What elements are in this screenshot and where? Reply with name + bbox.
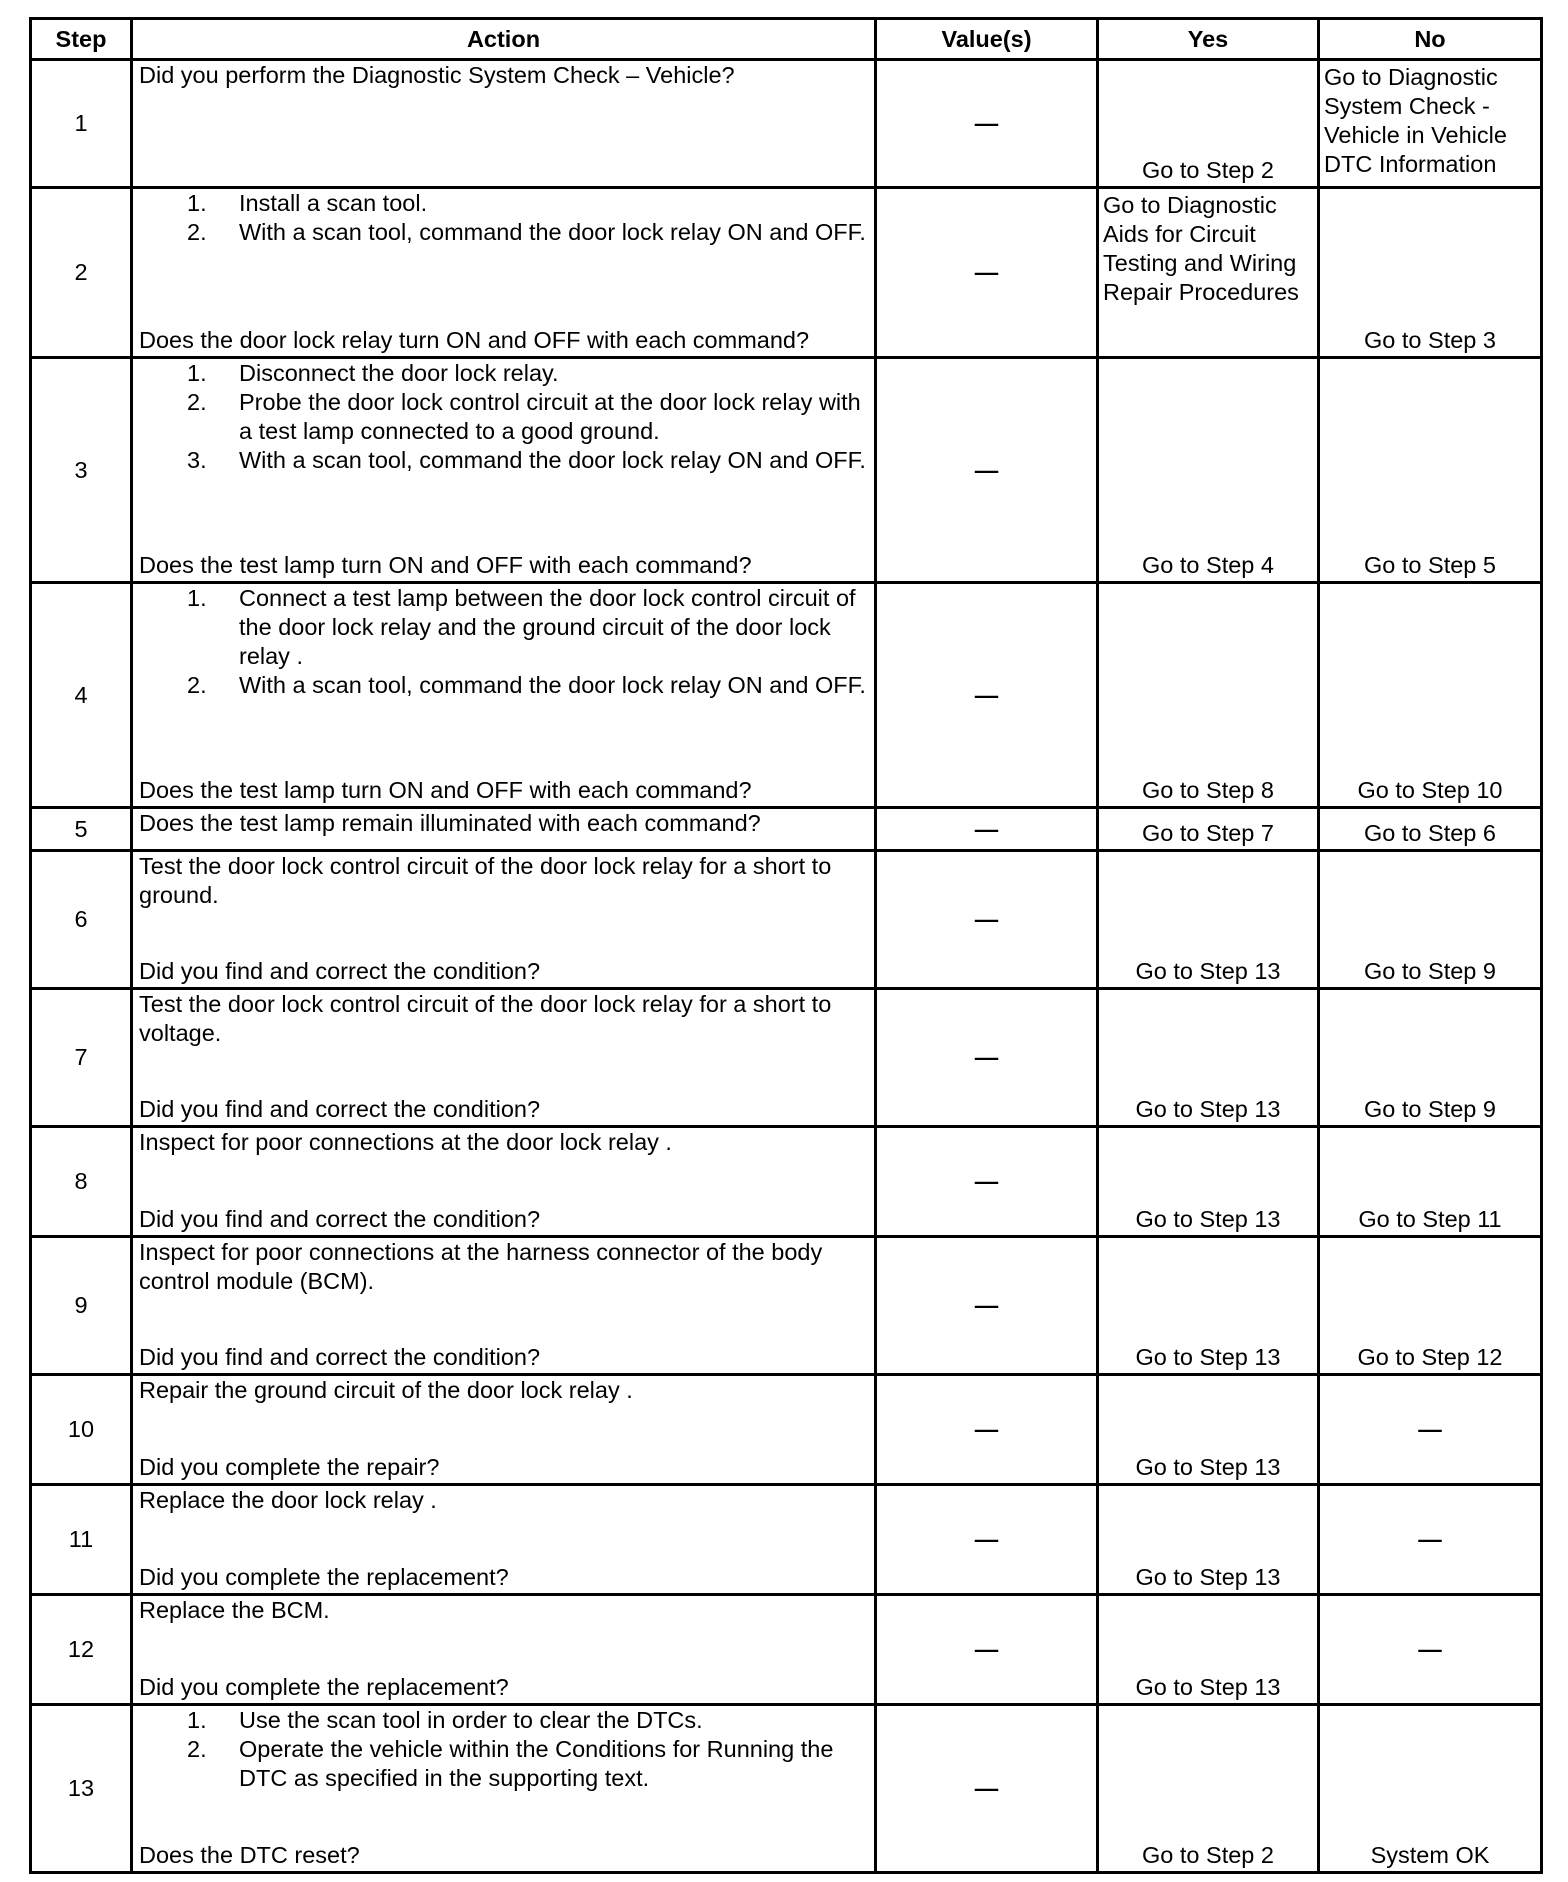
value-cell: — [876, 808, 1098, 851]
action-text: Replace the BCM. [139, 1597, 330, 1623]
action-question: Does the test lamp turn ON and OFF with each command? [139, 552, 752, 578]
procedure-step-text: Operate the vehicle within the Conditions for Running the DTC as specified in the supporting text. [239, 1736, 834, 1791]
value-cell: — [876, 1595, 1098, 1705]
table-body [31, 60, 1542, 1873]
action-cell [132, 1485, 876, 1595]
table-row [31, 1705, 1542, 1873]
header-step: Step [31, 19, 132, 60]
procedure-step-text: Disconnect the door lock relay. [239, 360, 559, 386]
procedure-step-number: 3. [187, 447, 207, 473]
procedure-step-text: With a scan tool, command the door lock relay ON and OFF. [239, 219, 866, 245]
procedure-step-number: 1. [187, 190, 207, 216]
step-number: 1 [31, 60, 132, 188]
value-cell: — [876, 1127, 1098, 1237]
procedure-list [139, 359, 870, 475]
table-row [31, 851, 1542, 989]
procedure-step-number: 1. [187, 360, 207, 386]
yes-cell: Go to Step 13 [1098, 1485, 1319, 1595]
action-cell [132, 1705, 876, 1873]
table-row [31, 1127, 1542, 1237]
no-cell: Go to Step 11 [1319, 1127, 1542, 1237]
value-cell: — [876, 1705, 1098, 1873]
action-cell [132, 583, 876, 808]
no-cell: — [1319, 1485, 1542, 1595]
header-action: Action [132, 19, 876, 60]
action-question: Did you complete the repair? [139, 1454, 440, 1480]
yes-cell: Go to Step 13 [1098, 1595, 1319, 1705]
action-cell [132, 808, 876, 851]
yes-cell: Go to Step 7 [1098, 808, 1319, 851]
procedure-step-text: With a scan tool, command the door lock relay ON and OFF. [239, 447, 866, 473]
procedure-step [187, 1706, 870, 1735]
table-row [31, 1375, 1542, 1485]
yes-cell: Go to Step 13 [1098, 1237, 1319, 1375]
procedure-step-number: 2. [187, 219, 207, 245]
table-row [31, 1485, 1542, 1595]
procedure-step [187, 1735, 870, 1793]
step-number: 5 [31, 808, 132, 851]
value-cell: — [876, 1485, 1098, 1595]
header-no: No [1319, 19, 1542, 60]
procedure-step [187, 359, 870, 388]
step-number: 10 [31, 1375, 132, 1485]
action-question: Did you perform the Diagnostic System Check – Vehicle? [139, 62, 735, 88]
action-cell [132, 188, 876, 358]
action-cell [132, 851, 876, 989]
action-question: Did you find and correct the condition? [139, 1096, 541, 1122]
action-question: Did you find and correct the condition? [139, 1206, 541, 1232]
action-text: Inspect for poor connections at the harness connector of the body control module (BCM). [139, 1239, 823, 1294]
action-cell [132, 1595, 876, 1705]
no-cell: Go to Step 10 [1319, 583, 1542, 808]
diagnostic-table [29, 17, 1543, 1874]
action-text: Repair the ground circuit of the door lock relay . [139, 1377, 633, 1403]
value-cell: — [876, 851, 1098, 989]
step-number: 11 [31, 1485, 132, 1595]
table-row [31, 1237, 1542, 1375]
action-cell [132, 989, 876, 1127]
yes-cell: Go to Step 8 [1098, 583, 1319, 808]
action-question: Did you complete the replacement? [139, 1674, 509, 1700]
yes-cell: Go to Step 2 [1098, 1705, 1319, 1873]
table-row [31, 989, 1542, 1127]
action-question: Does the test lamp turn ON and OFF with each command? [139, 777, 752, 803]
procedure-step [187, 218, 870, 247]
action-cell [132, 60, 876, 188]
procedure-step-number: 2. [187, 1736, 207, 1762]
no-cell: Go to Step 12 [1319, 1237, 1542, 1375]
procedure-step [187, 584, 870, 671]
table-row [31, 1595, 1542, 1705]
action-question: Did you find and correct the condition? [139, 958, 541, 984]
table-row [31, 808, 1542, 851]
step-number: 8 [31, 1127, 132, 1237]
yes-cell: Go to Step 13 [1098, 989, 1319, 1127]
table-row [31, 358, 1542, 583]
no-cell: Go to Step 3 [1319, 188, 1542, 358]
step-number: 13 [31, 1705, 132, 1873]
step-number: 4 [31, 583, 132, 808]
yes-cell: Go to Step 13 [1098, 1375, 1319, 1485]
procedure-step-number: 1. [187, 1707, 207, 1733]
value-cell: — [876, 358, 1098, 583]
step-number: 9 [31, 1237, 132, 1375]
value-cell: — [876, 1237, 1098, 1375]
table-header [31, 19, 1542, 60]
step-number: 7 [31, 989, 132, 1127]
procedure-step [187, 189, 870, 218]
no-cell: Go to Step 9 [1319, 989, 1542, 1127]
no-cell: Go to Diagnostic System Check - Vehicle in Vehicle DTC Information [1319, 60, 1542, 188]
action-text: Test the door lock control circuit of the door lock relay for a short to voltage. [139, 991, 832, 1046]
value-cell: — [876, 1375, 1098, 1485]
yes-cell: Go to Step 13 [1098, 851, 1319, 989]
no-cell: System OK [1319, 1705, 1542, 1873]
table-row [31, 188, 1542, 358]
yes-cell: Go to Diagnostic Aids for Circuit Testing and Wiring Repair Procedures [1098, 188, 1319, 358]
procedure-step [187, 671, 870, 700]
procedure-step-text: Install a scan tool. [239, 190, 428, 216]
procedure-step-number: 2. [187, 389, 207, 415]
header-row [31, 19, 1542, 60]
value-cell: — [876, 60, 1098, 188]
procedure-step-text: Use the scan tool in order to clear the DTCs. [239, 1707, 703, 1733]
no-cell: Go to Step 5 [1319, 358, 1542, 583]
no-cell: — [1319, 1375, 1542, 1485]
no-cell: — [1319, 1595, 1542, 1705]
step-number: 2 [31, 188, 132, 358]
action-cell [132, 1127, 876, 1237]
action-text: Inspect for poor connections at the door lock relay . [139, 1129, 672, 1155]
header-yes: Yes [1098, 19, 1319, 60]
action-question: Does the test lamp remain illuminated with each command? [139, 810, 761, 836]
action-cell [132, 358, 876, 583]
action-text: Replace the door lock relay . [139, 1487, 437, 1513]
table-row [31, 583, 1542, 808]
action-question: Does the door lock relay turn ON and OFF with each command? [139, 327, 810, 353]
procedure-step-text: Probe the door lock control circuit at the door lock relay with a test lamp connected to a good ground. [239, 389, 861, 444]
step-number: 3 [31, 358, 132, 583]
no-cell: Go to Step 9 [1319, 851, 1542, 989]
action-question: Did you find and correct the condition? [139, 1344, 541, 1370]
action-cell [132, 1375, 876, 1485]
yes-cell: Go to Step 2 [1098, 60, 1319, 188]
procedure-list [139, 584, 870, 700]
procedure-list [139, 1706, 870, 1793]
procedure-step-text: Connect a test lamp between the door lock control circuit of the door lock relay and the ground circuit of the door lock relay . [239, 585, 856, 669]
no-cell: Go to Step 6 [1319, 808, 1542, 851]
step-number: 6 [31, 851, 132, 989]
action-text: Test the door lock control circuit of the door lock relay for a short to ground. [139, 853, 832, 908]
value-cell: — [876, 188, 1098, 358]
table-row [31, 60, 1542, 188]
yes-cell: Go to Step 4 [1098, 358, 1319, 583]
step-number: 12 [31, 1595, 132, 1705]
action-question: Did you complete the replacement? [139, 1564, 509, 1590]
procedure-step [187, 446, 870, 475]
procedure-step-text: With a scan tool, command the door lock relay ON and OFF. [239, 672, 866, 698]
header-values: Value(s) [876, 19, 1098, 60]
action-cell [132, 1237, 876, 1375]
procedure-step-number: 1. [187, 585, 207, 611]
procedure-step [187, 388, 870, 446]
procedure-list [139, 189, 870, 247]
yes-cell: Go to Step 13 [1098, 1127, 1319, 1237]
value-cell: — [876, 989, 1098, 1127]
value-cell: — [876, 583, 1098, 808]
procedure-step-number: 2. [187, 672, 207, 698]
action-question: Does the DTC reset? [139, 1842, 360, 1868]
